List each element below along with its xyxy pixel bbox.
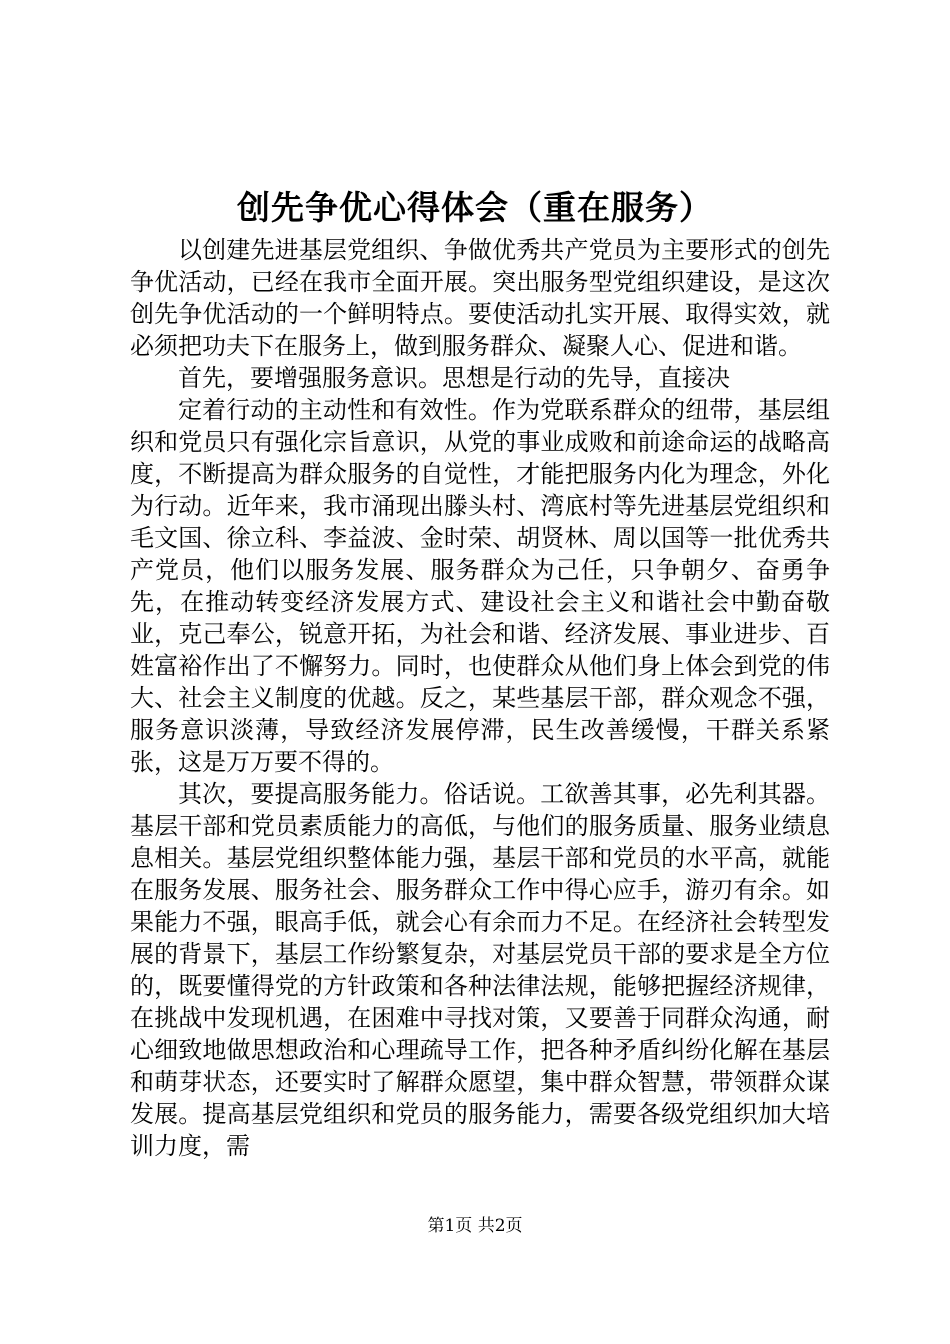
paragraph-second-point: 其次，要提高服务能力。俗话说。工欲善其事，必先利其器。基层干部和党员素质能力的高低，与他们的服务质量、服务业绩息息相关。基层党组织整体能力强，基层干部和党员的水平高，就能在服务发展、服务社会、服务群众工作中得心应手，游刃有余。如果能力不强，眼高手低，就会心有余而力不足。在经济社会转型发展的背景下，基层工作纷繁复杂，对基层党员干部的要求是全方位的，既要懂得党的方针政策和各种法律法规，能够把握经济规律，在挑战中发现机遇，在困难中寻找对策，又要善于同群众沟通，耐心细致地做思想政治和心理疏导工作，把各种矛盾纠纷化解在基层和萌芽状态，还要实时了解群众愿望，集中群众智慧，带领群众谋发展。提高基层党组织和党员的服务能力，需要各级党组织加大培训力度，需 (130, 780, 830, 1160)
page-footer: 第1页 共2页 (427, 1216, 523, 1236)
document-title: 创先争优心得体会（重在服务） (237, 188, 713, 227)
paragraph-first-point-continued: 定着行动的主动性和有效性。作为党联系群众的纽带，基层组织和党员只有强化宗旨意识，从党的事业成败和前途命运的战略高度，不断提高为群众服务的自觉性，才能把服务内化为理念，外化为行动。近年来，我市涌现出滕头村、湾底村等先进基层党组织和毛文国、徐立科、李益波、金时荣、胡贤林、周以国等一批优秀共产党员，他们以服务发展、服务群众为己任，只争朝夕、奋勇争先，在推动转变经济发展方式、建设社会主义和谐社会中勤奋敬业，克己奉公，锐意开拓，为社会和谐、经济发展、事业进步、百姓富裕作出了不懈努力。同时，也使群众从他们身上体会到党的伟大、社会主义制度的优越。反之，某些基层干部，群众观念不强，服务意识淡薄，导致经济发展停滞，民生改善缓慢，干群关系紧张，这是万万要不得的。 (130, 396, 830, 776)
paragraph-first-point: 首先，要增强服务意识。思想是行动的先导，直接决 (178, 364, 730, 392)
paragraph-intro: 以创建先进基层党组织、争做优秀共产党员为主要形式的创先争优活动，已经在我市全面开展。突出服务型党组织建设，是这次创先争优活动的一个鲜明特点。要使活动扎实开展、取得实效，就必须把功夫下在服务上，做到服务群众、凝聚人心、促进和谐。 (130, 236, 830, 360)
document-body (130, 234, 830, 1162)
